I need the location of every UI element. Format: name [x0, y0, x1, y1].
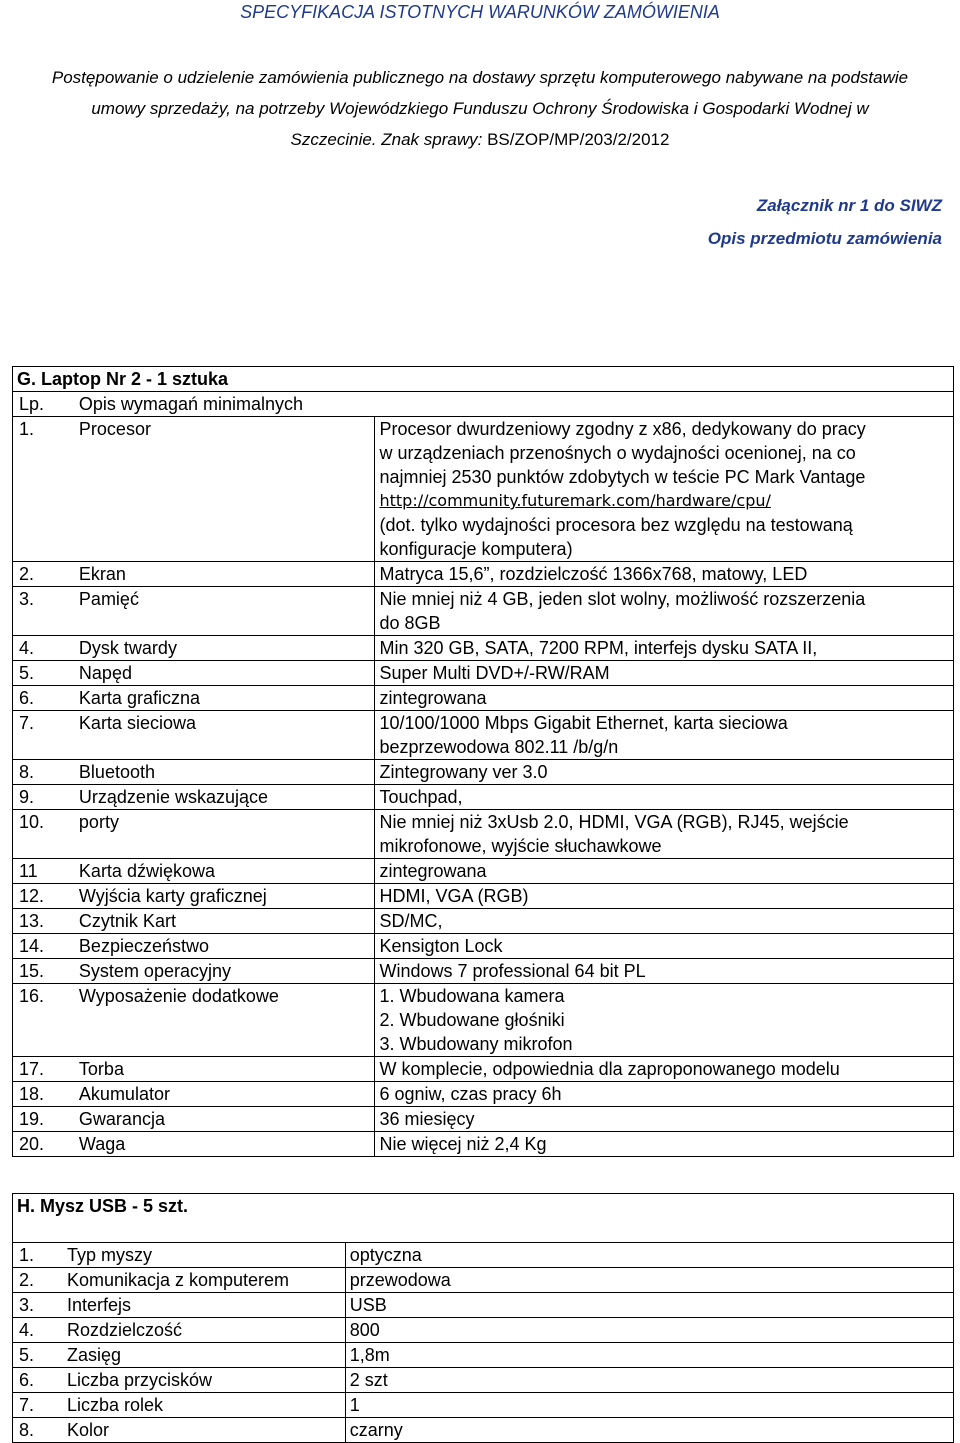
row-number: 12.: [13, 884, 75, 909]
value-line: 1,8m: [349, 1345, 390, 1365]
header-description: Opis wymagań minimalnych: [75, 392, 954, 417]
table-row: [13, 959, 954, 984]
table-row: [13, 1057, 954, 1082]
row-name: Wyjścia karty graficznej: [75, 884, 375, 909]
row-name: System operacyjny: [75, 959, 375, 984]
annex-subtitle: Opis przedmiotu zamówienia: [707, 229, 942, 248]
row-name: Torba: [75, 1057, 375, 1082]
table-row: [13, 1132, 954, 1157]
value-line: 1: [349, 1395, 360, 1415]
value-line: Super Multi DVD+/-RW/RAM: [379, 663, 610, 683]
row-number: 16.: [13, 984, 75, 1057]
row-value: [375, 1107, 954, 1132]
row-number: 4.: [13, 1318, 63, 1343]
value-line: 2 szt: [349, 1370, 388, 1390]
row-number: 11: [13, 859, 75, 884]
table-row: [13, 1082, 954, 1107]
value-line: 800: [349, 1320, 380, 1340]
table-row: [13, 984, 954, 1057]
table-row: [13, 1243, 954, 1268]
value-line: Nie mniej niż 3xUsb 2.0, HDMI, VGA (RGB), RJ45, wejście: [379, 812, 849, 832]
value-line: 2. Wbudowane głośniki: [379, 1010, 565, 1030]
value-line: przewodowa: [349, 1270, 451, 1290]
row-name: Karta sieciowa: [75, 711, 375, 760]
futuremark-link[interactable]: http://community.futuremark.com/hardware/cpu/: [379, 491, 771, 510]
laptop-spec-table: [12, 366, 954, 1157]
row-value: [375, 785, 954, 810]
table-row: [13, 636, 954, 661]
row-name: Interfejs: [63, 1293, 345, 1318]
mouse-spec-table: [12, 1193, 954, 1443]
row-value: [345, 1393, 953, 1418]
value-line: optyczna: [349, 1245, 422, 1265]
row-name: Kolor: [63, 1418, 345, 1443]
value-line: w urządzeniach przenośnych o wydajności ocenionej, na co: [379, 443, 856, 463]
row-value: [375, 661, 954, 686]
row-number: 8.: [13, 760, 75, 785]
value-line: (dot. tylko wydajności procesora bez względu na testowaną: [379, 515, 853, 535]
row-value: [375, 859, 954, 884]
intro-line-3: [30, 124, 930, 155]
row-value: [375, 959, 954, 984]
case-number: BS/ZOP/MP/203/2/2012: [487, 130, 670, 149]
table-row: [13, 661, 954, 686]
row-value: [375, 711, 954, 760]
value-line: Min 320 GB, SATA, 7200 RPM, interfejs dysku SATA II,: [379, 638, 818, 658]
row-value: [375, 587, 954, 636]
row-number: 19.: [13, 1107, 75, 1132]
section-h-title: H. Mysz USB - 5 szt.: [13, 1194, 954, 1243]
row-name: porty: [75, 810, 375, 859]
value-line: USB: [349, 1295, 387, 1315]
row-number: 4.: [13, 636, 75, 661]
row-value: [345, 1368, 953, 1393]
document-header: SPECYFIKACJA ISTOTNYCH WARUNKÓW ZAMÓWIENIA: [240, 2, 720, 22]
value-line: bezprzewodowa 802.11 /b/g/n: [379, 737, 619, 757]
value-line: 6 ogniw, czas pracy 6h: [379, 1084, 562, 1104]
row-number: 15.: [13, 959, 75, 984]
row-name: Bezpieczeństwo: [75, 934, 375, 959]
table-row: [13, 1418, 954, 1443]
intro-line-1: Postępowanie o udzielenie zamówienia publicznego na dostawy sprzętu komputerowego nabywane na podstawie: [51, 68, 909, 87]
table-row: [13, 417, 954, 562]
row-number: 5.: [13, 661, 75, 686]
value-line: 3. Wbudowany mikrofon: [379, 1034, 573, 1054]
value-line: W komplecie, odpowiednia dla zaproponowanego modelu: [379, 1059, 840, 1079]
table-row: [13, 1268, 954, 1293]
row-name: Bluetooth: [75, 760, 375, 785]
row-name: Pamięć: [75, 587, 375, 636]
row-number: 7.: [13, 1393, 63, 1418]
row-name: Ekran: [75, 562, 375, 587]
table-row: [13, 686, 954, 711]
row-name: Czytnik Kart: [75, 909, 375, 934]
row-value: [375, 884, 954, 909]
row-value: [375, 562, 954, 587]
row-value: [375, 984, 954, 1057]
table-row: [13, 1318, 954, 1343]
row-value: [375, 1057, 954, 1082]
row-value: [345, 1293, 953, 1318]
row-number: 6.: [13, 686, 75, 711]
row-number: 20.: [13, 1132, 75, 1157]
row-name: Waga: [75, 1132, 375, 1157]
row-value: [375, 810, 954, 859]
row-name: Liczba przycisków: [63, 1368, 345, 1393]
row-value: [345, 1243, 953, 1268]
table-row: [13, 1368, 954, 1393]
row-number: 2.: [13, 562, 75, 587]
value-line: Zintegrowany ver 3.0: [379, 762, 548, 782]
row-number: 3.: [13, 587, 75, 636]
row-number: 1.: [13, 1243, 63, 1268]
table-header-row: [13, 392, 954, 417]
value-line: najmniej 2530 punktów zdobytych w teście PC Mark Vantage: [379, 467, 866, 487]
row-name: Karta graficzna: [75, 686, 375, 711]
row-name: Procesor: [75, 417, 375, 562]
row-value: [345, 1318, 953, 1343]
row-name: Napęd: [75, 661, 375, 686]
value-line: 10/100/1000 Mbps Gigabit Ethernet, karta sieciowa: [379, 713, 788, 733]
table-row: [13, 859, 954, 884]
table-title-row: [13, 367, 954, 392]
row-value: [375, 760, 954, 785]
table-row: [13, 562, 954, 587]
row-number: 1.: [13, 417, 75, 562]
value-line: Nie mniej niż 4 GB, jeden slot wolny, możliwość rozszerzenia: [379, 589, 866, 609]
table-row: [13, 785, 954, 810]
value-line: Touchpad,: [379, 787, 463, 807]
table-row: [13, 1107, 954, 1132]
row-number: 18.: [13, 1082, 75, 1107]
table-row: [13, 884, 954, 909]
row-name: Typ myszy: [63, 1243, 345, 1268]
row-name: Wyposażenie dodatkowe: [75, 984, 375, 1057]
row-name: Karta dźwiękowa: [75, 859, 375, 884]
value-line: 36 miesięcy: [379, 1109, 475, 1129]
row-number: 5.: [13, 1343, 63, 1368]
row-name: Komunikacja z komputerem: [63, 1268, 345, 1293]
value-line: konfiguracje komputera): [379, 539, 573, 559]
row-name: Rozdzielczość: [63, 1318, 345, 1343]
row-number: 13.: [13, 909, 75, 934]
row-name: Akumulator: [75, 1082, 375, 1107]
row-name: Zasięg: [63, 1343, 345, 1368]
table-title-row: [13, 1194, 954, 1243]
value-line: zintegrowana: [379, 861, 487, 881]
value-line: czarny: [349, 1420, 403, 1440]
value-line: HDMI, VGA (RGB): [379, 886, 529, 906]
row-number: 14.: [13, 934, 75, 959]
value-line: SD/MC,: [379, 911, 443, 931]
value-line: Windows 7 professional 64 bit PL: [379, 961, 646, 981]
row-value: [345, 1343, 953, 1368]
row-value: [375, 1082, 954, 1107]
row-name: Liczba rolek: [63, 1393, 345, 1418]
value-line: Matryca 15,6”, rozdzielczość 1366x768, matowy, LED: [379, 564, 808, 584]
intro-line-2: umowy sprzedaży, na potrzeby Wojewódzkiego Funduszu Ochrony Środowiska i Gospodarki Wodnej w: [91, 99, 869, 118]
section-g-title: G. Laptop Nr 2 - 1 sztuka: [13, 367, 954, 392]
row-value: [375, 636, 954, 661]
value-line: Nie więcej niż 2,4 Kg: [379, 1134, 547, 1154]
value-line: zintegrowana: [379, 688, 487, 708]
row-value: [345, 1418, 953, 1443]
value-line: Procesor dwurdzeniowy zgodny z x86, dedykowany do pracy: [379, 419, 866, 439]
row-number: 9.: [13, 785, 75, 810]
intro-paragraph: [30, 62, 930, 155]
table-row: [13, 760, 954, 785]
table-row: [13, 909, 954, 934]
row-number: 17.: [13, 1057, 75, 1082]
table-row: [13, 934, 954, 959]
case-label: Szczecinie. Znak sprawy:: [290, 130, 488, 149]
row-number: 10.: [13, 810, 75, 859]
row-value: [375, 1132, 954, 1157]
row-number: 7.: [13, 711, 75, 760]
header-lp: Lp.: [13, 392, 75, 417]
table-row: [13, 1393, 954, 1418]
table-row: [13, 711, 954, 760]
value-line: mikrofonowe, wyjście słuchawkowe: [379, 836, 662, 856]
value-line: do 8GB: [379, 613, 441, 633]
row-number: 3.: [13, 1293, 63, 1318]
table-row: [13, 1343, 954, 1368]
annex-title: Załącznik nr 1 do SIWZ: [756, 196, 942, 215]
table-row: [13, 1293, 954, 1318]
row-value: [375, 909, 954, 934]
table-row: [13, 587, 954, 636]
row-name: Gwarancja: [75, 1107, 375, 1132]
row-name: Dysk twardy: [75, 636, 375, 661]
row-name: Urządzenie wskazujące: [75, 785, 375, 810]
row-value: [345, 1268, 953, 1293]
row-number: 6.: [13, 1368, 63, 1393]
value-line: 1. Wbudowana kamera: [379, 986, 565, 1006]
row-number: 8.: [13, 1418, 63, 1443]
row-value: [375, 686, 954, 711]
row-number: 2.: [13, 1268, 63, 1293]
value-line: Kensigton Lock: [379, 936, 503, 956]
row-value: [375, 934, 954, 959]
table-row: [13, 810, 954, 859]
row-value: [375, 417, 954, 562]
